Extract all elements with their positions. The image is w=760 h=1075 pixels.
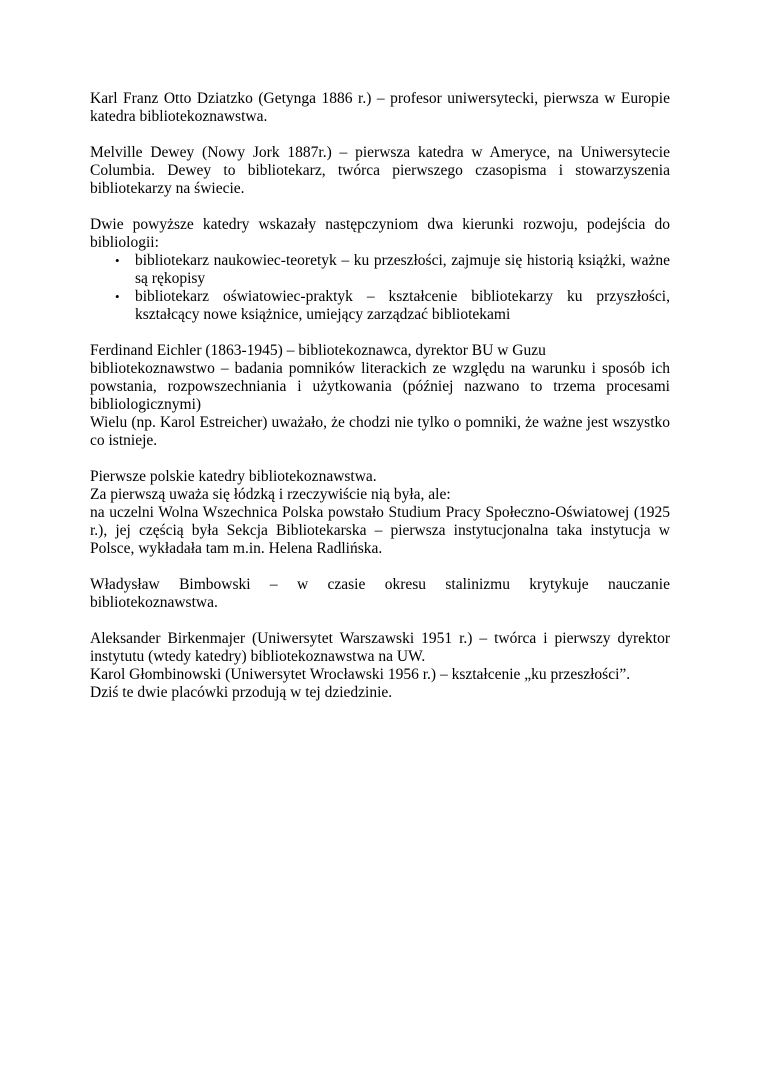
bullet-list xyxy=(90,252,670,324)
paragraph-eichler-title: Ferdinand Eichler (1863-1945) – bibliotekoznawca, dyrektor BU w Guzu xyxy=(90,342,546,359)
paragraph-polish-lodz: Za pierwszą uważa się łódzką i rzeczywiście nią była, ale: xyxy=(90,486,451,503)
paragraph-birkenmajer: Aleksander Birkenmajer (Uniwersytet Warszawski 1951 r.) – twórca i pierwszy dyrektor instytutu (wtedy katedry) bibliotekoznawstwa na UW. xyxy=(90,630,670,665)
list-item-text: bibliotekarz oświatowiec-praktyk – kształcenie bibliotekarzy ku przyszłości, kształcący nowe książnice, umiejący zarządzać bibliotekami xyxy=(135,288,670,323)
bullet-icon: • xyxy=(115,289,120,304)
paragraph-dziatzko: Karl Franz Otto Dziatzko (Getynga 1886 r.) – profesor uniwersytecki, pierwsza w Europie katedra bibliotekoznawstwa. xyxy=(90,90,670,125)
list-item xyxy=(115,288,670,324)
paragraph-eichler-estreicher: Wielu (np. Karol Estreicher) uważało, że chodzi nie tylko o pomniki, że ważne jest wszystko co istnieje. xyxy=(90,414,670,449)
section-polish-chairs xyxy=(90,468,670,558)
paragraph-bimbowski: Władysław Bimbowski – w czasie okresu stalinizmu krytykuje nauczanie bibliotekoznawstwa. xyxy=(90,576,670,611)
bullet-icon: • xyxy=(115,253,120,268)
paragraph-dewey: Melville Dewey (Nowy Jork 1887r.) – pierwsza katedra w Ameryce, na Uniwersytecie Columbia. Dewey to bibliotekarz, twórca pierwszego czasopisma i stowarzyszenia bibliotekarzy na świecie. xyxy=(90,144,670,197)
list-item-text: bibliotekarz naukowiec-teoretyk – ku przeszłości, zajmuje się historią książki, ważne są rękopisy xyxy=(135,252,670,287)
paragraph-polish-wwp: na uczelni Wolna Wszechnica Polska powstało Studium Pracy Społeczno-Oświatowej (1925 r.), jej częścią była Sekcja Bibliotekarska – pierwsza instytucjonalna taka instytucja w Polsce, wykładała tam m.in. Helena Radlińska. xyxy=(90,504,670,557)
paragraph-polish-title: Pierwsze polskie katedry bibliotekoznawstwa. xyxy=(90,468,377,485)
paragraph-today: Dziś te dwie placówki przodują w tej dziedzinie. xyxy=(90,684,393,701)
paragraph-directions-intro: Dwie powyższe katedry wskazały następczyniom dwa kierunki rozwoju, podejścia do bibliologii: xyxy=(90,216,670,251)
list-item xyxy=(115,252,670,288)
section-directions xyxy=(90,216,670,324)
section-birkenmajer xyxy=(90,630,670,702)
paragraph-eichler-definition: bibliotekoznawstwo – badania pomników literackich ze względu na warunku i sposób ich powstania, rozpowszechniania i użytkowania (później nazwano to trzema procesami bibliologicznymi) xyxy=(90,360,670,413)
document-page xyxy=(90,90,670,720)
paragraph-glombinowski: Karol Głombinowski (Uniwersytet Wrocławski 1956 r.) – kształcenie „ku przeszłości”. xyxy=(90,666,631,683)
section-eichler xyxy=(90,342,670,450)
